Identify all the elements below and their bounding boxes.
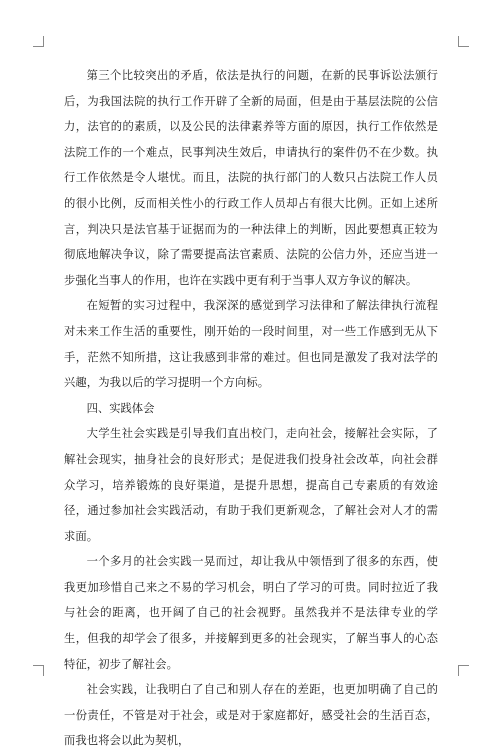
document-body [64, 63, 438, 754]
page-corner-mark-top-right [458, 36, 469, 47]
page-corner-mark-bottom-left [33, 665, 44, 676]
page-corner-mark-top-left [33, 36, 44, 47]
paragraph-execution-issue: 第三个比较突出的矛盾，依法是执行的问题，在新的民事诉讼法颁行后，为我国法院的执行工作开辟了全新的局面，但是由于基层法院的公信力，法官的的素质，以及公民的法律素养等方面的原因，执行工作依然是法院工作的一个难点，民事判决生效后，申请执行的案件仍不在少数。执行工作依然是令人堪忧。而且，法院的执行部门的人数只占法院工作人员的很小比例，反而相关性小的行政工作人员却占有很大比例。正如上述所言，判决只是法官基于证据而为的一种法律上的判断，因此要想真正较为彻底地解决争议，除了需要提高法官素质、法院的公信力外，还应当进一步强化当事人的作用，也许在实践中更有利于当事人双方争议的解决。 [64, 69, 438, 287]
paragraph-internship-reflection: 在短暂的实习过程中，我深深的感觉到学习法律和了解法律执行流程对未来工作生活的重要性，刚开始的一段时间里，对一些工作感到无从下手，茫然不知所措，这让我感到非常的难过。但也同是激发了我对法学的兴趣，为我以后的学习提明一个方向标。 [64, 299, 438, 390]
paragraph-month-of-practice: 一个多月的社会实践一晃而过，却让我从中领悟到了很多的东西，使我更加珍惜自己来之不易的学习机会，明白了学习的可贵。同时拉近了我与社会的距离，也开阔了自己的社会视野。虽然我并不是法律专业的学生，但我的却学会了很多，并接解到更多的社会现实，了解当事人的心态特征，初步了解社会。 [64, 555, 438, 671]
page-corner-mark-bottom-right [458, 665, 469, 676]
paragraph-social-practice-meaning: 大学生社会实践是引导我们直出校门，走向社会，接解社会实际，了解社会现实，抽身社会的良好形式；是促进我们投身社会改革，向社会群众学习，培养锻炼的良好渠道，是提升思想，提高自己专素质的有效途径，通过参加社会实践活动，有助于我们更新观念，了解社会对人才的需求面。 [64, 427, 438, 543]
paragraph-practice-responsibility: 社会实践，让我明白了自己和别人存在的差距，也更加明确了自己的一份责任，不管是对于社会，或是对于家庭都好，感受社会的生活百态，而我也将会以此为契机， [64, 683, 438, 748]
section-heading-practice-experience: 四、实践体会 [86, 401, 155, 415]
